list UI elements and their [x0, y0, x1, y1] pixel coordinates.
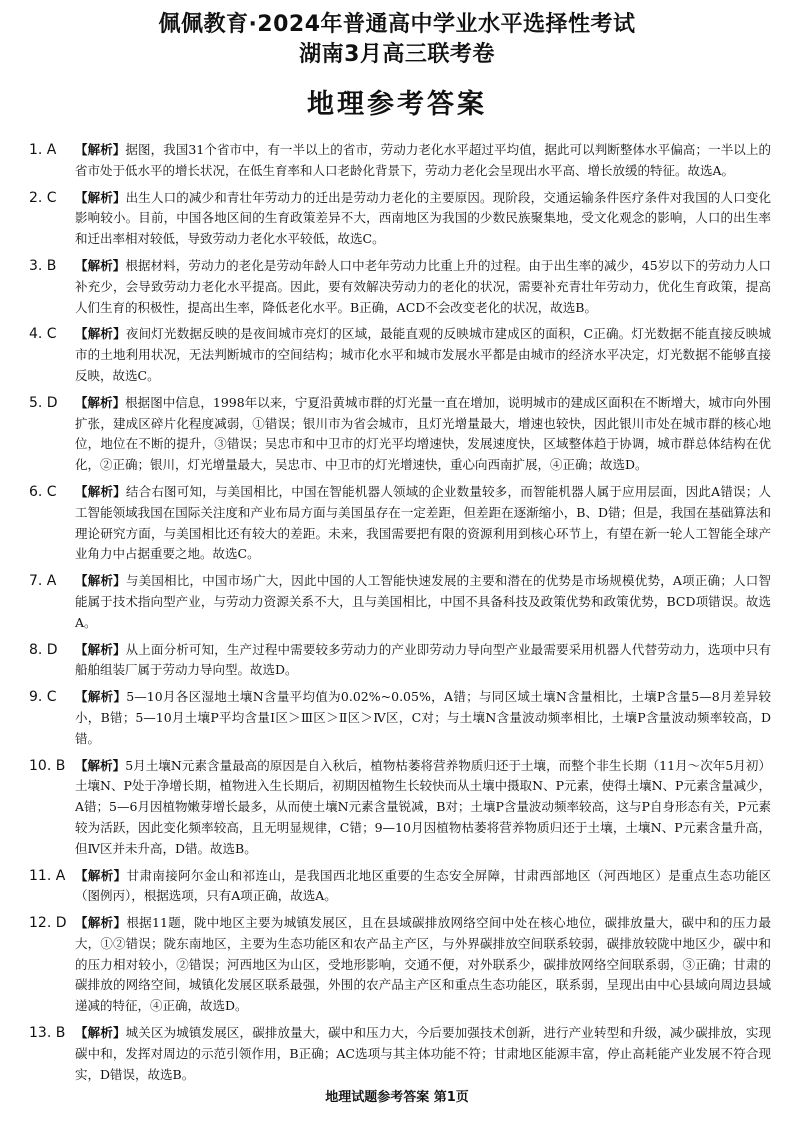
answer-number: 10. B [29, 757, 66, 774]
answer-number: 11. A [29, 867, 66, 884]
answer-number: 5. D [29, 394, 58, 411]
answer-item [29, 393, 771, 476]
analysis-tag: 【解析】 [75, 189, 126, 205]
answer-item [29, 1023, 771, 1085]
answer-item [29, 140, 771, 182]
answer-item [29, 866, 771, 908]
answer-number: 2. C [29, 189, 57, 206]
exam-title: 佩佩教育·2024年普通高中学业水平选择性考试 [158, 12, 636, 37]
answer-list [29, 140, 771, 1091]
analysis-text: 与美国相比，中国市场广大，因此中国的人工智能快速发展的主要和潜在的优势是市场规模优势，A项正确；人口智能属于技术指向型产业，与劳动力资源关系不大，且与美国相比，中国不具备科技及政策优势和政策优势，BCD项错误。故选A。 [75, 573, 771, 630]
analysis-text: 出生人口的减少和青壮年劳动力的迁出是劳动力老化的主要原因。现阶段，交通运输条件医疗条件对我国的人口变化影响较小。目前，中国各地区间的生育政策差异不大，西南地区为我国的少数民族聚集地，受文化观念的影响，人口的出生率和迁出率相对较低，导致劳动力老化水平较低，故选C。 [75, 189, 771, 247]
answer-item [29, 324, 771, 386]
answer-item [29, 756, 771, 860]
analysis-text: 根据11题，陇中地区主要为城镇发展区，且在县域碳排放网络空间中处在核心地位，碳排放量大，碳中和的压力最大，①②错误；陇东南地区，主要为生态功能区和农产品主产区，与外界碳排放空间联系较弱，碳排放较陇中地区少，碳中和的压力相对较小，②错误；河西地区为山区，受地形影响，交通不便，对外联系少，碳排放网络空间联系弱，③正确；甘肃的碳排放的网络空间，城镇化发展区联系最强，外围的农产品主产区和重点生态功能区，联系弱，呈现出由中心县域向周边县域递减的特征，④正确，故选D。 [75, 915, 771, 1014]
answer-item [29, 913, 771, 1017]
analysis-tag: 【解析】 [75, 483, 126, 499]
analysis-tag: 【解析】 [75, 1025, 126, 1041]
answer-item [29, 256, 771, 318]
answer-number: 12. D [29, 915, 67, 932]
answer-number: 7. A [29, 573, 57, 590]
analysis-tag: 【解析】 [75, 915, 127, 931]
answer-item [29, 482, 771, 565]
analysis-tag: 【解析】 [75, 641, 126, 657]
analysis-tag: 【解析】 [75, 573, 126, 589]
exam-subtitle: 湖南3月高三联考卷 [299, 42, 495, 67]
analysis-tag: 【解析】 [75, 326, 126, 342]
analysis-text: 城关区为城镇发展区，碳排放量大，碳中和压力大，今后要加强技术创新，进行产业转型和升级，减少碳排放，实现碳中和，发挥对周边的示范引领作用，B正确；AC选项与其主体功能不符；甘肃地区能源丰富，停止高耗能产业发展不符合现实，D错误，故选B。 [75, 1025, 771, 1082]
answer-item [29, 640, 771, 682]
analysis-tag: 【解析】 [75, 394, 126, 410]
analysis-text: 结合右图可知，与美国相比，中国在智能机器人领域的企业数量较多，而智能机器人属于应用层面，因此A错误；人工智能领域我国在国际关注度和产业布局方面与美国虽存在一定差距，但差距在逐渐缩小，B、D错；但是，我国在基础算法和理论研究方面，与美国相比还有较大的差距。未来，我国需要把有限的资源利用到核心环节上，有望在新一轮人工智能全球产业角力中占据重要之地。故选C。 [75, 483, 771, 562]
analysis-text: 从上面分析可知，生产过程中需要较多劳动力的产业即劳动力导向型产业最需要采用机器人代替劳动力，选项中只有船舶组装厂属于劳动力导向型。故选D。 [75, 641, 771, 678]
analysis-text: 根据材料，劳动力的老化是劳动年龄人口中老年劳动力比重上升的过程。由于出生率的减少，45岁以下的劳动力人口补充少，会导致劳动力老化水平提高。因此，要有效解决劳动力的老化的状况，需要补充青壮年劳动力，优化生育政策，提高人们生育的积极性，提高出生率，降低老化水平。B正确，ACD不会改变老化的状况，故选B。 [75, 257, 771, 315]
answer-number: 8. D [29, 641, 58, 658]
answer-number: 4. C [29, 326, 57, 343]
analysis-tag: 【解析】 [75, 142, 126, 157]
analysis-text: 夜间灯光数据反映的是夜间城市亮灯的区域，最能直观的反映城市建成区的面积，C正确。灯光数据不能直接反映城市的土地利用状况，无法判断城市的空间结构；城市化水平和城市发展水平都是由城市的经济水平决定，灯光数据不能够直接反映，故选C。 [75, 326, 771, 383]
answer-number: 1. A [29, 142, 57, 158]
subject-title: 地理参考答案 [307, 89, 487, 120]
analysis-tag: 【解析】 [75, 257, 126, 273]
analysis-text: 根据图中信息，1998年以来，宁夏沿黄城市群的灯光量一直在增加，说明城市的建成区面积在不断增大，城市向外围扩张，建成区碎片化程度减弱，①错误；银川市为省会城市，且灯光增量最大，增速也较快，因此银川市处在城市群的核心地位，地位在不断的提升，③错误；吴忠市和中卫市的灯光平均增速快，发展速度快，区域整体趋于协调，城市群总体结构在优化，②正确；银川，灯光增量最大，吴忠市、中卫市的灯光增速快，重心向西南扩展，④正确；故选D。 [75, 394, 771, 473]
answer-number: 6. C [29, 483, 57, 500]
answer-item [29, 571, 771, 633]
analysis-tag: 【解析】 [75, 689, 127, 705]
analysis-text: 甘肃南接阿尔金山和祁连山，是我国西北地区重要的生态安全屏障，甘肃西部地区（河西地区）是重点生态功能区（图例丙），根据选项，只有A项正确，故选A。 [75, 867, 771, 904]
analysis-text: 5月土壤N元素含量最高的原因是自入秋后，植物枯萎将营养物质归还于土壤，而整个非生长期（11月～次年5月初）土壤N、P处于净增长期，植物进入生长期后，初期因植物生长较快而从土壤中摄取N、P元素，使得土壤N、P元素含量减少，A错；5—6月因植物嫩芽增长最多，从而使土壤N元素含量锐减，B对；土壤P含量波动频率较高，这与P自身形态有关，P元素较为活跃，因此变化频率较高，且无明显规律，C错；9—10月因植物枯萎将营养物质归还于土壤，土壤N、P元素含量升高，但Ⅳ区并未升高，D错。故选B。 [75, 757, 771, 856]
answer-item [29, 188, 771, 250]
analysis-text: 据图，我国31个省市中，有一半以上的省市，劳动力老化水平超过平均值，据此可以判断整体水平偏高；一半以上的省市处于低水平的增长状况，在低生育率和人口老龄化背景下，劳动力老化会呈现出水平高、增长放缓的特征。故选A。 [75, 142, 771, 178]
analysis-tag: 【解析】 [75, 757, 126, 773]
answer-number: 13. B [29, 1025, 66, 1042]
analysis-text: 5—10月各区湿地土壤N含量平均值为0.02%~0.05%，A错；与同区域土壤N含量相比，土壤P含量5—8月差异较小，B错；5—10月土壤P平均含量Ⅰ区＞Ⅲ区＞Ⅱ区＞Ⅳ区，C对；与土壤N含量波动频率相比，土壤P含量波动频率较高，D错。 [75, 689, 771, 746]
page-footer: 地理试题参考答案 第1页 [325, 1090, 469, 1105]
answer-number: 3. B [29, 257, 57, 274]
answer-number: 9. C [29, 689, 57, 706]
title-block [0, 10, 794, 70]
answer-item [29, 687, 771, 749]
analysis-tag: 【解析】 [75, 867, 127, 883]
